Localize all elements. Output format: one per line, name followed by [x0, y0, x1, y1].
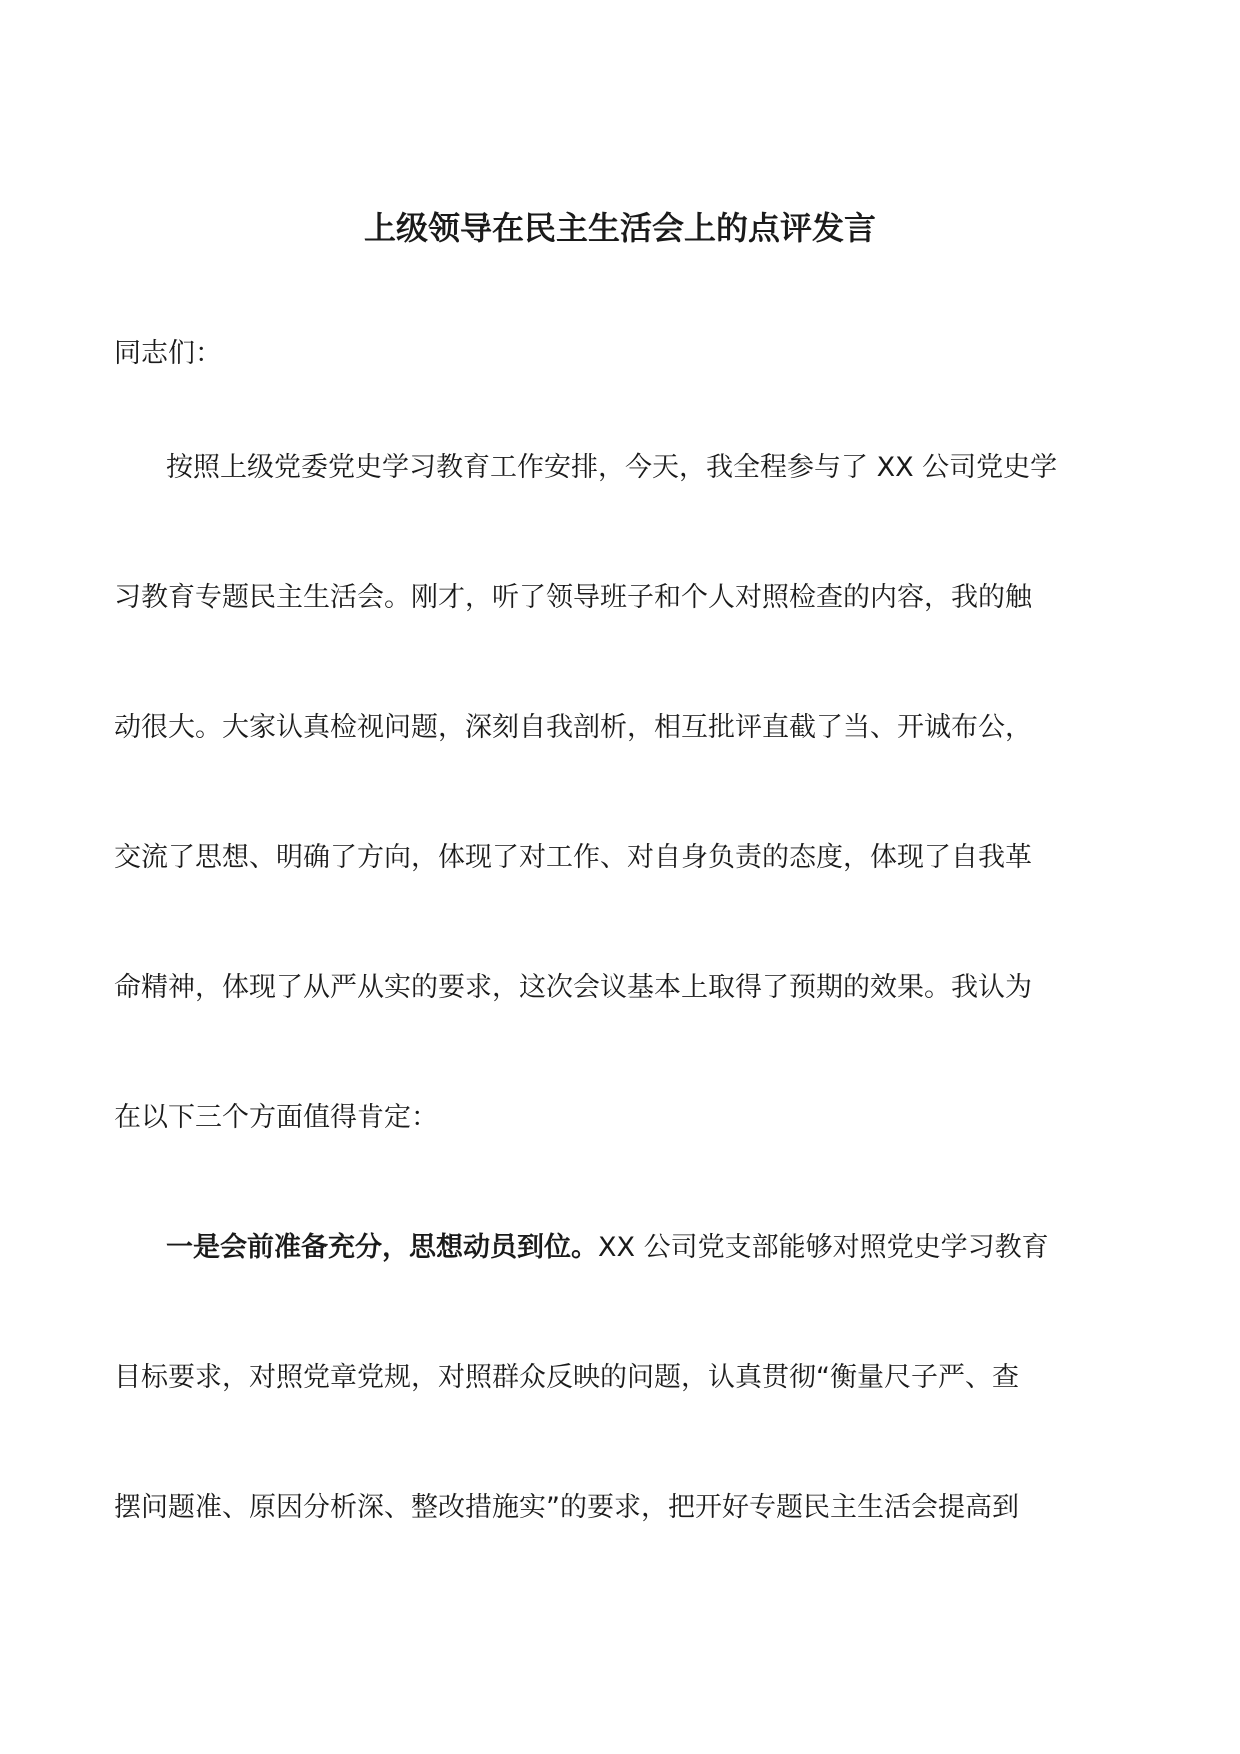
- paragraph-2-line-2: 目标要求，对照党章党规，对照群众反映的问题，认真贯彻“衡量尺子严、查: [114, 1362, 1019, 1393]
- paragraph-1-line-4: 交流了思想、明确了方向，体现了对工作、对自身负责的态度，体现了自我革: [114, 842, 1032, 873]
- paragraph-1-line-6: 在以下三个方面值得肯定：: [114, 1102, 438, 1133]
- paragraph-2-lead: 一是会前准备充分，思想动员到位。: [166, 1232, 598, 1263]
- paragraph-2-line-3: 摆问题准、原因分析深、整改措施实”的要求，把开好专题民主生活会提高到: [114, 1492, 1019, 1523]
- paragraph-2-line-1: [114, 1228, 1186, 1268]
- paragraph-1-line-3: 动很大。大家认真检视问题，深刻自我剖析，相互批评直截了当、开诚布公，: [114, 712, 1032, 743]
- paragraph-2-first-line-rest: XX 公司党支部能够对照党史学习教育: [598, 1232, 1049, 1263]
- paragraph-1-line-5: 命精神，体现了从严从实的要求，这次会议基本上取得了预期的效果。我认为: [114, 972, 1032, 1003]
- salutation: 同志们：: [114, 338, 222, 369]
- paragraph-1-line-1: 按照上级党委党史学习教育工作安排，今天，我全程参与了 XX 公司党史学: [166, 452, 1058, 483]
- paragraph-1-line-2: 习教育专题民主生活会。刚才，听了领导班子和个人对照检查的内容，我的触: [114, 582, 1032, 613]
- document-title: 上级领导在民主生活会上的点评发言: [363, 209, 876, 247]
